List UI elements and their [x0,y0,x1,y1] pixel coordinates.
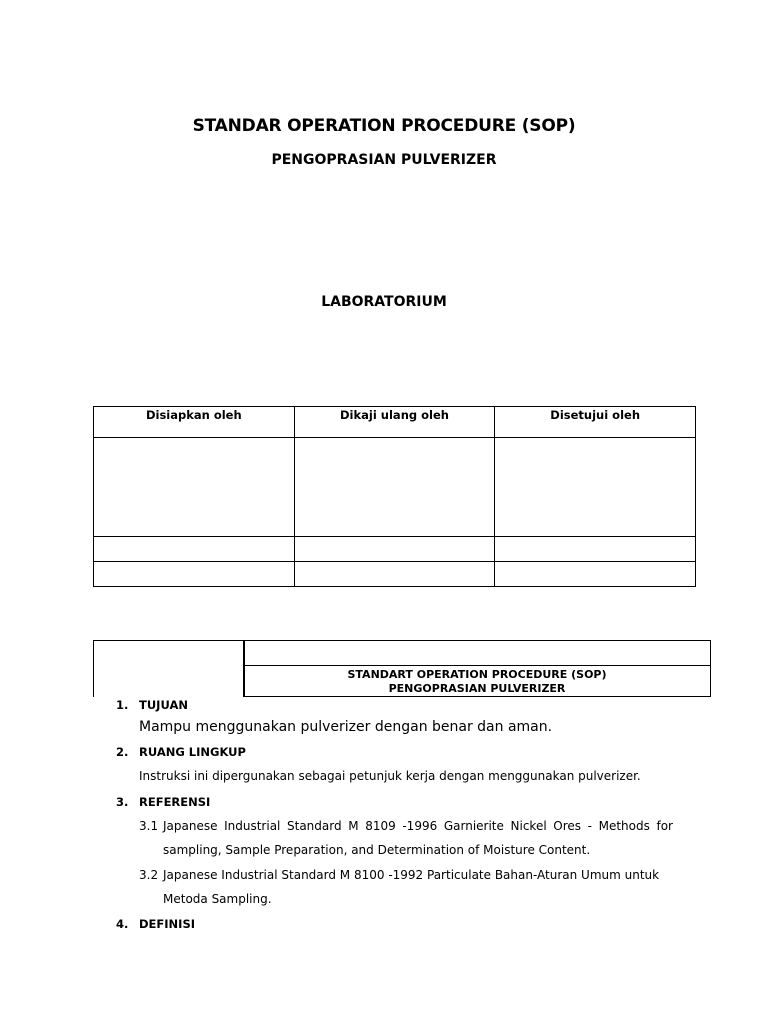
doc-header-top-cell [244,641,710,666]
approval-table [93,406,696,587]
approved-by-name-cell [495,537,696,562]
prepared-by-signature-cell [94,438,295,537]
section-number-definisi: 4. [116,917,129,931]
reference-text-2-line2: Metoda Sampling. [163,892,272,906]
document-subtitle: PENGOPRASIAN PULVERIZER [271,152,497,168]
reviewed-by-header: Dikaji ulang oleh [294,407,495,438]
reviewed-by-signature-cell [294,438,495,537]
reviewed-by-date-cell [294,562,495,587]
section-number-referensi: 3. [116,795,129,809]
section-heading-tujuan: TUJUAN [139,698,188,712]
reference-text-2-line1: Japanese Industrial Standard M 8100 -1992 Particulate Bahan-Aturan Umum untuk [163,868,660,882]
section-number-ruang-lingkup: 2. [116,745,129,759]
doc-header-box [243,640,711,697]
section-heading-ruang-lingkup: RUANG LINGKUP [139,745,246,759]
prepared-by-header: Disiapkan oleh [94,407,295,438]
section-heading-definisi: DEFINISI [139,917,196,931]
reference-number-2: 3.2 [139,868,159,882]
section-heading-referensi: REFERENSI [139,795,211,809]
approval-header-row [94,407,696,438]
name-row [94,537,696,562]
reference-text-1-line1: Japanese Industrial Standard M 8109 -1996 Garnierite Nickel Ores - Methods for [163,819,673,833]
date-row [94,562,696,587]
doc-header-line2: PENGOPRASIAN PULVERIZER [388,682,566,695]
department-name: LABORATORIUM [321,294,447,310]
prepared-by-name-cell [94,537,295,562]
approved-by-header: Disetujui oleh [495,407,696,438]
section-text-ruang-lingkup: Instruksi ini dipergunakan sebagai petunjuk kerja dengan menggunakan pulverizer. [139,769,641,783]
approved-by-signature-cell [495,438,696,537]
document-title: STANDAR OPERATION PROCEDURE (SOP) [192,116,576,136]
section-text-tujuan: Mampu menggunakan pulverizer dengan benar dan aman. [139,719,553,735]
logo-cell [93,640,245,697]
reference-number-1: 3.1 [139,819,159,833]
reference-text-1-line2: sampling, Sample Preparation, and Determination of Moisture Content. [163,843,591,857]
approved-by-date-cell [495,562,696,587]
section-number-tujuan: 1. [116,698,129,712]
doc-header-line1: STANDART OPERATION PROCEDURE (SOP) [347,668,607,681]
signature-row [94,438,696,537]
prepared-by-date-cell [94,562,295,587]
reviewed-by-name-cell [294,537,495,562]
doc-header-title [244,666,710,696]
